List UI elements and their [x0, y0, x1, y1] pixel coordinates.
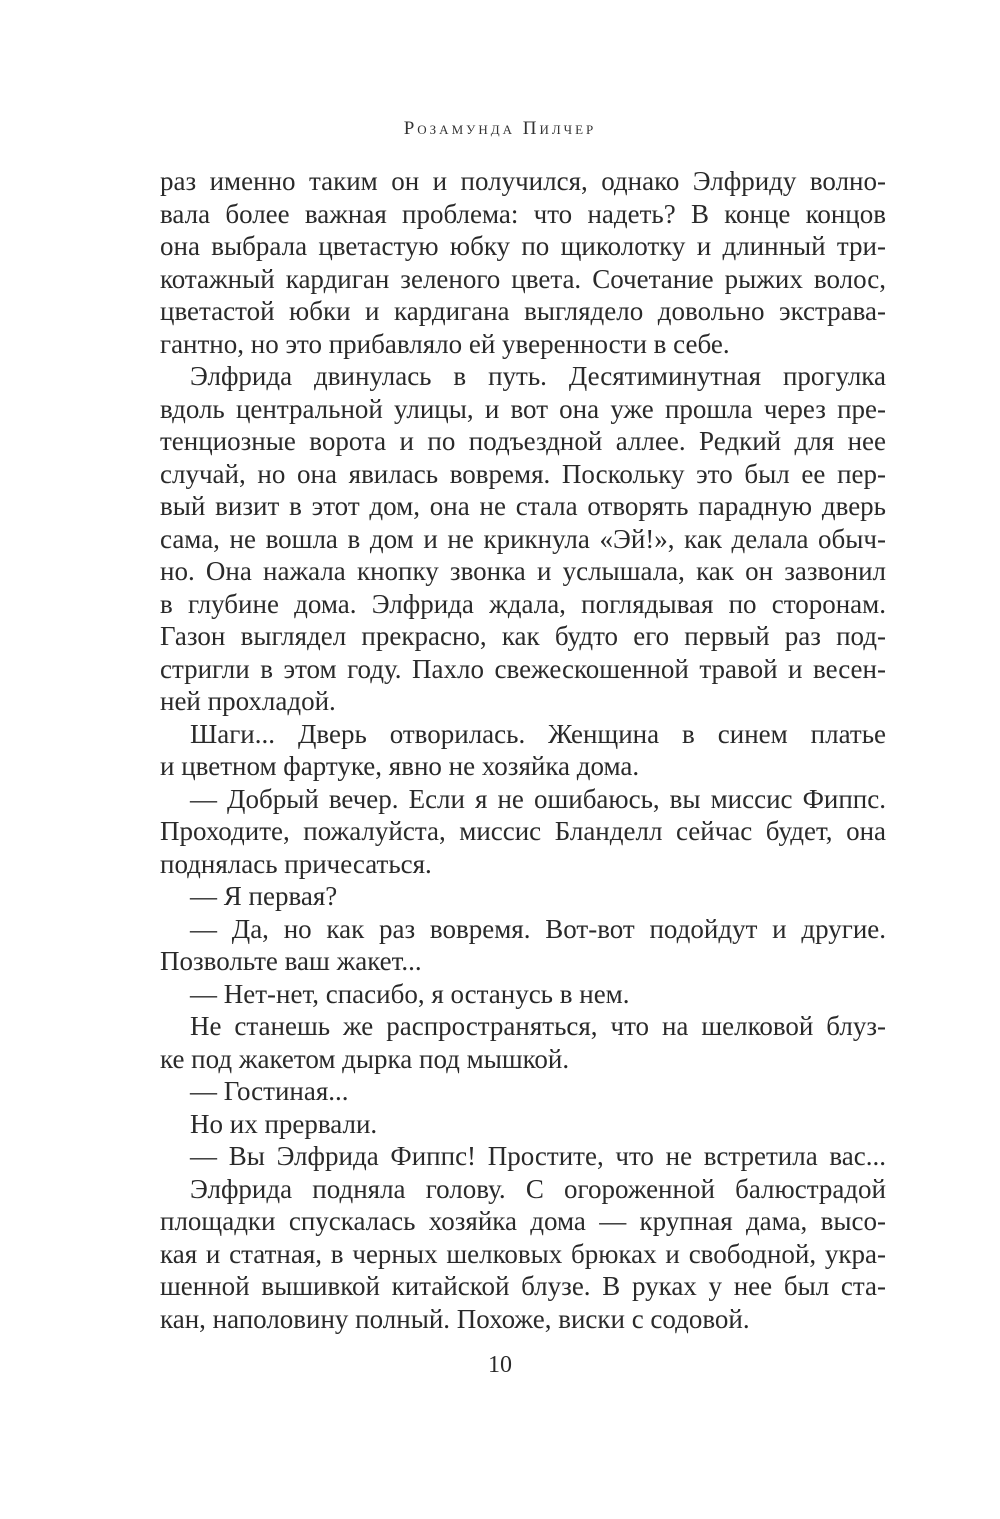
- text-line: кан, наполовину полный. Похоже, виски с содовой.: [160, 1303, 750, 1334]
- text-line: Не станешь же распространяться, что на шелковой блуз-: [190, 1011, 886, 1041]
- text-line: Позвольте ваш жакет...: [160, 946, 422, 976]
- text-line: — Я первая?: [190, 881, 338, 911]
- running-title: Розамунда Пилчер: [403, 118, 597, 139]
- text-line: тенциозные ворота и по подъездной аллее. Редкий для нее: [160, 426, 886, 456]
- text-line: и цветном фартуке, явно не хозяйка дома.: [160, 751, 640, 781]
- text-line: гантно, но это прибавляло ей уверенности в себе.: [160, 328, 730, 359]
- text-line: в глубине дома. Элфрида ждала, поглядывая по сторонам.: [160, 588, 886, 619]
- text-line: вдоль центральной улицы, и вот она уже прошла через пре-: [160, 393, 886, 424]
- text-line: ке под жакетом дырка под мышкой.: [160, 1043, 570, 1074]
- text-line: Элфрида двинулась в путь. Десятиминутная прогулка: [190, 361, 886, 391]
- text-line: — Гостиная...: [190, 1076, 349, 1106]
- text-line: поднялась причесаться.: [160, 848, 432, 879]
- text-line: — Вы Элфрида Фиппс! Простите, что не встретила вас...: [190, 1141, 886, 1171]
- text-line: вала более важная проблема: что надеть? В конце концов: [160, 198, 886, 229]
- text-line: — Нет-нет, спасибо, я останусь в нем.: [190, 978, 630, 1009]
- text-line: стригли в этом году. Пахло свежескошенной травой и весен-: [160, 653, 886, 684]
- text-line: Проходите, пожалуйста, миссис Бланделл сейчас будет, она: [160, 816, 886, 846]
- text-line: сама, не вошла в дом и не крикнула «Эй!», как делала обыч-: [160, 523, 886, 554]
- text-line: котажный кардиган зеленого цвета. Сочетание рыжих волос,: [160, 263, 886, 294]
- text-line: кая и статная, в черных шелковых брюках и свободной, укра-: [160, 1238, 886, 1269]
- text-line: — Добрый вечер. Если я не ошибаюсь, вы миссис Фиппс.: [190, 783, 886, 814]
- text-line: но. Она нажала кнопку звонка и услышала, как он зазвонил: [160, 556, 886, 586]
- text-line: Элфрида подняла голову. С огороженной балюстрадой: [190, 1173, 886, 1204]
- text-line: — Да, но как раз вовремя. Вот-вот подойдут и другие.: [190, 913, 886, 944]
- text-line: Шаги... Дверь отворилась. Женщина в синем платье: [190, 718, 886, 749]
- page-number: 10: [488, 1352, 512, 1378]
- text-line: площадки спускалась хозяйка дома — крупная дама, высо-: [160, 1206, 886, 1236]
- text-line: цветастой юбки и кардигана выглядело довольно экстрава-: [160, 296, 886, 326]
- text-line: раз именно таким он и получился, однако Элфриду волно-: [160, 166, 886, 196]
- text-line: Газон выглядел прекрасно, как будто его первый раз под-: [160, 621, 886, 651]
- text-line: случай, но она явилась вовремя. Поскольку это был ее пер-: [160, 458, 886, 489]
- body-text: [160, 165, 886, 1335]
- text-line: шенной вышивкой китайской блузе. В руках у нее был ста-: [160, 1271, 886, 1301]
- text-line: Но их прервали.: [190, 1108, 378, 1139]
- text-line: вый визит в этот дом, она не стала отворять парадную дверь: [160, 491, 886, 521]
- text-line: ней прохладой.: [160, 686, 336, 716]
- text-line: она выбрала цветастую юбку по щиколотку и длинный три-: [160, 231, 886, 261]
